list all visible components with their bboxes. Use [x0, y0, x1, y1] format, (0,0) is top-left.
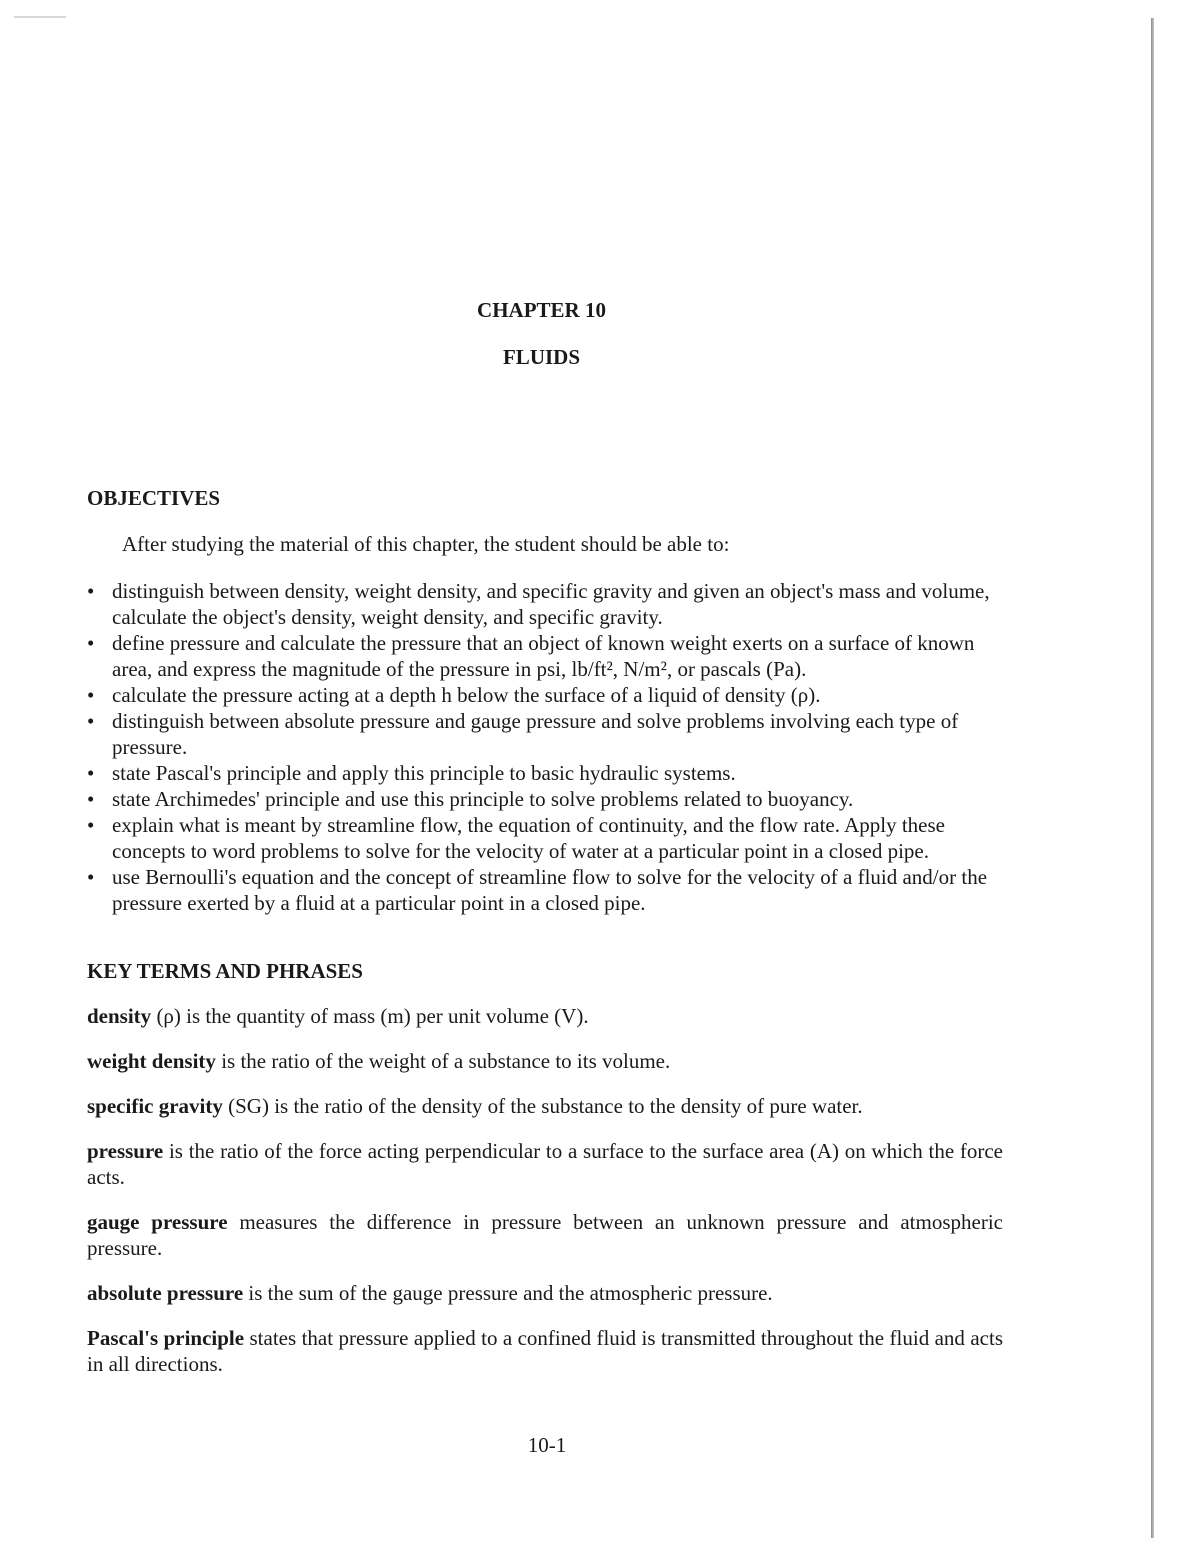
scan-page-edge: [1151, 18, 1154, 1538]
term-label: density: [87, 1004, 152, 1028]
term-pressure: [87, 1138, 1003, 1190]
bullet-icon: •: [87, 683, 95, 707]
chapter-title: FLUIDS: [502, 345, 581, 369]
objective-text: distinguish between density, weight density, and specific gravity and given an object's mass and volume, calculate the object's density, weight density, and specific gravity.: [112, 579, 990, 629]
term-pascals-principle: [87, 1325, 1003, 1377]
scan-corner-mark: [14, 16, 66, 18]
bullet-icon: •: [87, 631, 95, 655]
objective-text: state Pascal's principle and apply this principle to basic hydraulic systems.: [112, 761, 736, 785]
list-item: [87, 630, 1007, 682]
term-label: gauge pressure: [87, 1210, 228, 1234]
term-definition: measures the difference in pressure between an unknown pressure and atmospheric pressure.: [87, 1210, 1003, 1260]
objective-text: distinguish between absolute pressure and gauge pressure and solve problems involving each type of pressure.: [112, 709, 959, 759]
term-label: pressure: [87, 1139, 164, 1163]
objective-text: use Bernoulli's equation and the concept of streamline flow to solve for the velocity of a fluid and/or the pressure exerted by a fluid at a particular point in a closed pipe.: [112, 865, 988, 915]
bullet-icon: •: [87, 579, 95, 603]
term-label: absolute pressure: [87, 1281, 244, 1305]
bullet-icon: •: [87, 787, 95, 811]
term-label: Pascal's principle: [87, 1326, 245, 1350]
list-item: [87, 708, 1007, 760]
list-item: [87, 682, 1007, 708]
term-definition: states that pressure applied to a confined fluid is transmitted throughout the fluid and acts in all directions.: [87, 1326, 1003, 1376]
term-definition: is the ratio of the weight of a substance to its volume.: [215, 1049, 671, 1073]
list-item: [87, 864, 1007, 916]
list-item: [87, 812, 1007, 864]
key-terms-list: [87, 1003, 1003, 1396]
term-definition: is the ratio of the force acting perpendicular to a surface to the surface area (A) on which the force acts.: [87, 1139, 1003, 1189]
list-item: [87, 578, 1007, 630]
list-item: [87, 786, 1007, 812]
term-density: [87, 1003, 1003, 1029]
objective-text: explain what is meant by streamline flow, the equation of continuity, and the flow rate. Apply these concepts to word problems to solve for the velocity of water at a particular point in a closed pipe.: [112, 813, 945, 863]
objectives-list: [87, 578, 1007, 916]
page-number: 10-1: [527, 1433, 567, 1457]
term-label: specific gravity: [87, 1094, 223, 1118]
objective-text: state Archimedes' principle and use this principle to solve problems related to buoyancy.: [112, 787, 854, 811]
term-definition: (ρ) is the quantity of mass (m) per unit volume (V).: [151, 1004, 589, 1028]
objective-text: define pressure and calculate the pressure that an object of known weight exerts on a surface of known area, and express the magnitude of the pressure in psi, lb/ft², N/m², or pascals (Pa).: [112, 631, 975, 681]
chapter-number: CHAPTER 10: [477, 298, 606, 322]
term-definition: (SG) is the ratio of the density of the substance to the density of pure water.: [222, 1094, 863, 1118]
bullet-icon: •: [87, 865, 95, 889]
term-label: weight density: [87, 1049, 216, 1073]
term-absolute-pressure: [87, 1280, 1003, 1306]
objectives-heading: OBJECTIVES: [87, 486, 221, 510]
bullet-icon: •: [87, 709, 95, 733]
bullet-icon: •: [87, 813, 95, 837]
term-definition: is the sum of the gauge pressure and the atmospheric pressure.: [243, 1281, 773, 1305]
term-weight-density: [87, 1048, 1003, 1074]
term-specific-gravity: [87, 1093, 1003, 1119]
key-terms-heading: KEY TERMS AND PHRASES: [87, 959, 363, 983]
bullet-icon: •: [87, 761, 95, 785]
list-item: [87, 760, 1007, 786]
objectives-intro: After studying the material of this chapter, the student should be able to:: [122, 532, 730, 556]
term-gauge-pressure: [87, 1209, 1003, 1261]
objective-text: calculate the pressure acting at a depth h below the surface of a liquid of density (ρ).: [112, 683, 821, 707]
